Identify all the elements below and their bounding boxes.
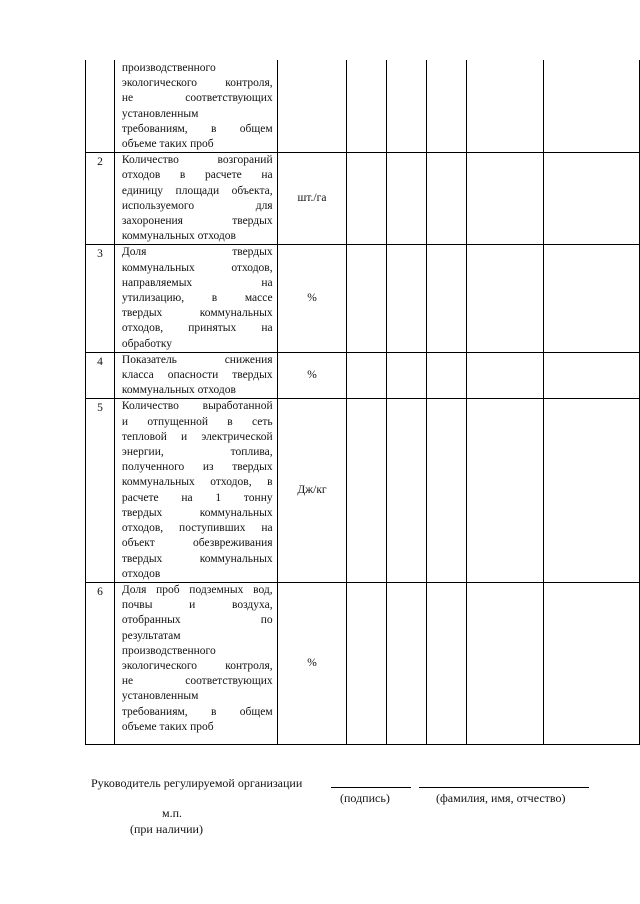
row-number [86, 60, 115, 153]
indicator-name-line: коммунальных отходов [121, 384, 236, 397]
indicator-name-line: не соответствующих [121, 92, 273, 105]
indicator-name-line: производственного [121, 62, 216, 74]
indicator-name-line: экологического контроля, [121, 77, 273, 90]
indicator-name-line: отходов [121, 567, 161, 580]
indicator-name-line: отобранных по [121, 614, 273, 627]
value-cell[interactable] [544, 399, 640, 582]
name-line[interactable] [419, 787, 589, 788]
indicator-name-line: Количество возгораний [121, 154, 273, 167]
value-cell[interactable] [544, 60, 640, 153]
value-cell[interactable] [347, 245, 387, 352]
indicator-name [114, 352, 277, 399]
indicator-name-line: коммунальных отходов, [121, 261, 273, 274]
row-number: 6 [86, 582, 115, 744]
name-caption: (фамилия, имя, отчество) [436, 791, 566, 805]
indicator-name-line: объеме таких проб [121, 138, 214, 151]
value-cell[interactable] [466, 582, 544, 744]
indicator-name-line: класса опасности твердых [121, 369, 273, 382]
row-number: 5 [86, 399, 115, 582]
indicator-name-line: установленным [121, 107, 199, 120]
unit-cell: % [277, 352, 347, 399]
indicator-name-line: обработку [121, 337, 172, 350]
indicator-name-line: требованиям, в общем [121, 705, 273, 718]
table-row [86, 352, 640, 399]
value-cell[interactable] [387, 245, 427, 352]
indicator-name-line: используемого для [121, 199, 273, 212]
value-cell[interactable] [426, 352, 466, 399]
value-cell[interactable] [347, 352, 387, 399]
value-cell[interactable] [466, 352, 544, 399]
unit-cell: шт./га [277, 153, 347, 245]
value-cell[interactable] [426, 582, 466, 744]
indicator-name-line: твердых коммунальных [121, 307, 273, 320]
value-cell[interactable] [544, 153, 640, 245]
indicator-name-line: утилизацию, в массе [121, 292, 273, 305]
table-row [86, 153, 640, 245]
value-cell[interactable] [387, 399, 427, 582]
indicator-name-line: направляемых на [121, 276, 273, 289]
indicator-name-line: требованиям, в общем [121, 122, 273, 135]
value-cell[interactable] [544, 582, 640, 744]
indicator-name-line: твердых коммунальных [121, 552, 273, 565]
value-cell[interactable] [347, 582, 387, 744]
stamp-note: (при наличии) [130, 822, 203, 836]
value-cell[interactable] [347, 399, 387, 582]
indicator-name-line: Показатель снижения [121, 353, 273, 366]
unit-cell [277, 60, 347, 153]
indicator-name-line: коммунальных отходов [121, 230, 236, 243]
table-row [86, 245, 640, 352]
table-row [86, 582, 640, 744]
indicator-name-line: не соответствующих [121, 675, 273, 688]
indicator-name-line: Доля проб подземных вод, [121, 583, 273, 596]
indicator-name [114, 153, 277, 245]
indicators-table [85, 60, 640, 745]
indicator-name-line: объект обезвреживания [121, 537, 273, 550]
indicator-name-line: и отпущенной в сеть [121, 415, 273, 428]
indicator-name-line: отходов, принятых на [121, 322, 273, 335]
value-cell[interactable] [544, 245, 640, 352]
indicator-name-line: результатам [121, 629, 181, 642]
value-cell[interactable] [426, 399, 466, 582]
indicator-name [114, 399, 277, 582]
value-cell[interactable] [466, 245, 544, 352]
signature-line[interactable] [331, 787, 411, 788]
indicator-name-line: тепловой и электрической [121, 430, 273, 443]
indicator-name-line: установленным [121, 690, 199, 703]
indicator-name-line: энергии, топлива, [121, 446, 273, 459]
value-cell[interactable] [466, 60, 544, 153]
head-label: Руководитель регулируемой организации [91, 776, 303, 790]
indicator-name-line: Количество выработанной [121, 400, 273, 413]
value-cell[interactable] [347, 60, 387, 153]
table-row [86, 399, 640, 582]
indicator-name-line: коммунальных отходов, в [121, 476, 273, 489]
indicator-name-line: Доля твердых [121, 246, 273, 259]
unit-cell: % [277, 582, 347, 744]
value-cell[interactable] [387, 352, 427, 399]
indicator-name-line: почвы и воздуха, [121, 599, 273, 612]
row-number: 2 [86, 153, 115, 245]
indicator-name-line: полученного из твердых [121, 461, 273, 474]
indicator-name-line: производственного [121, 644, 216, 657]
indicator-name-line: отходов в расчете на [121, 169, 273, 182]
value-cell[interactable] [426, 245, 466, 352]
unit-cell: Дж/кг [277, 399, 347, 582]
value-cell[interactable] [347, 153, 387, 245]
unit-cell: % [277, 245, 347, 352]
row-number: 3 [86, 245, 115, 352]
indicator-name-line: единицу площади объекта, [121, 184, 273, 197]
indicator-name-line: отходов, поступивших на [121, 522, 273, 535]
value-cell[interactable] [387, 582, 427, 744]
row-number: 4 [86, 352, 115, 399]
value-cell[interactable] [466, 399, 544, 582]
indicator-name [114, 245, 277, 352]
value-cell[interactable] [544, 352, 640, 399]
indicator-name-line: захоронения твердых [121, 215, 273, 228]
table-row [86, 60, 640, 153]
value-cell[interactable] [387, 60, 427, 153]
signature-caption: (подпись) [340, 791, 390, 805]
indicator-name [114, 60, 277, 153]
value-cell[interactable] [466, 153, 544, 245]
indicator-name [114, 582, 277, 744]
indicator-name-line: расчете на 1 тонну [121, 491, 273, 504]
indicator-name-line: экологического контроля, [121, 659, 273, 672]
indicator-name-line: твердых коммунальных [121, 506, 273, 519]
value-cell[interactable] [387, 153, 427, 245]
value-cell[interactable] [426, 153, 466, 245]
indicator-name-line: объеме таких проб [121, 720, 214, 733]
value-cell[interactable] [426, 60, 466, 153]
stamp-label: м.п. [162, 806, 183, 820]
